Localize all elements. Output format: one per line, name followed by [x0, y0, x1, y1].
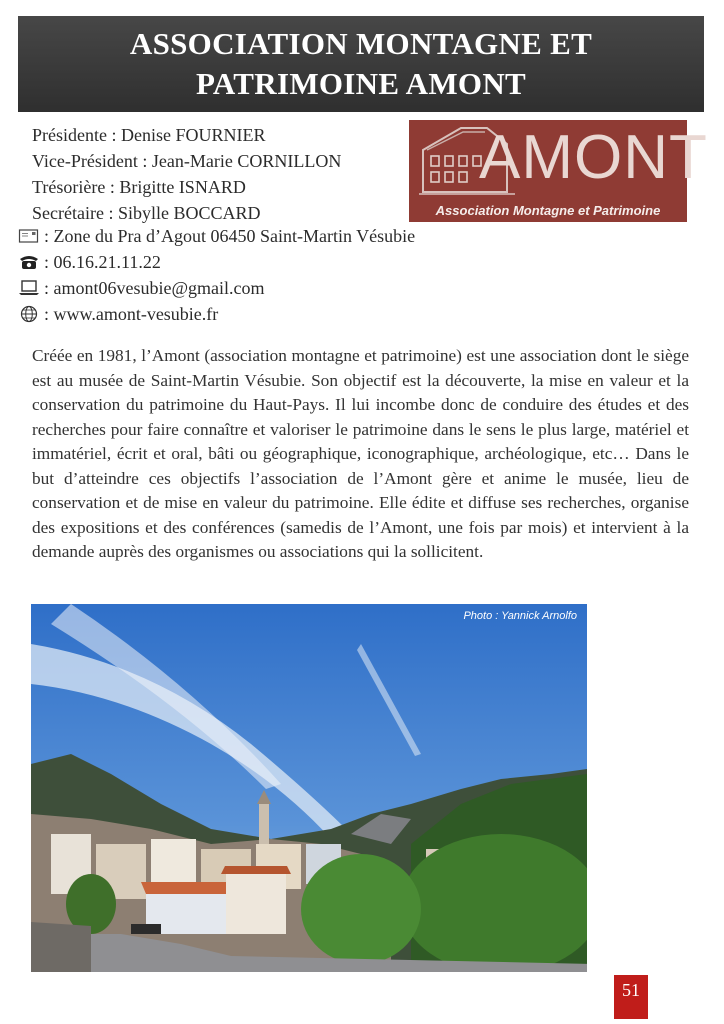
- website-text: : www.amont-vesubie.fr: [44, 304, 219, 324]
- contact-phone: [18, 249, 415, 275]
- address-text: : Zone du Pra d’Agout 06450 Saint-Martin Vésubie: [44, 226, 416, 246]
- email-text: : amont06vesubie@gmail.com: [44, 278, 265, 298]
- envelope-icon: [18, 227, 40, 245]
- logo-name: AMONT: [479, 123, 708, 192]
- contact-address: [18, 223, 415, 249]
- amont-logo: [409, 120, 708, 222]
- globe-icon: [18, 305, 40, 323]
- officer-president: Présidente : Denise FOURNIER: [32, 125, 266, 145]
- telephone-icon: [18, 253, 40, 271]
- page-number-box: [614, 975, 648, 1019]
- photo-credit: Photo : Yannick Arnolfo: [463, 610, 577, 622]
- page-number: 51: [622, 980, 640, 1000]
- description-paragraph: Créée en 1981, l’Amont (association montagne et patrimoine) est une association dont le siège est au musée de Saint-Martin Vésubie. Son objectif est la découverte, la mise en valeur et la conservation du patrimoine du Haut-Pays. Il lui incombe donc de conduire des études et des recherches pour faire connaître et valoriser le patrimoine dans le sens le plus large, matériel et immatériel, écrit et oral, bâti ou géographique, iconographique, archéologique, etc… Dans le but d’atteindre ces objectifs l’association de l’Amont gère et anime le musée, lieu de conservation et de mise en valeur du patrimoine. Elle édite et diffuse ses recherches, organise des expositions et des conférences (samedis de l’Amont, une fois par mois) et intervient à la demande auprès des organismes ou associations qui la sollicitent.: [32, 346, 689, 561]
- phone-text: : 06.16.21.11.22: [44, 252, 161, 272]
- logo-subtitle: Association Montagne et Patrimoine: [435, 203, 661, 218]
- title-banner: [18, 16, 704, 112]
- laptop-icon: [18, 279, 40, 297]
- title-line-2: PATRIMOINE AMONT: [195, 66, 526, 101]
- contact-email: [18, 275, 415, 301]
- landscape-image: [31, 604, 587, 972]
- officer-secretary: Secrétaire : Sibylle BOCCARD: [32, 203, 261, 223]
- contact-website: [18, 301, 415, 327]
- title-line-1: ASSOCIATION MONTAGNE ET: [129, 26, 593, 61]
- village-photo: [31, 604, 587, 972]
- officers-list: [32, 122, 341, 226]
- officer-vice-president: Vice-Président : Jean-Marie CORNILLON: [32, 151, 342, 171]
- contact-list: [18, 223, 415, 327]
- officer-treasurer: Trésorière : Brigitte ISNARD: [32, 177, 246, 197]
- page-title: [18, 16, 704, 104]
